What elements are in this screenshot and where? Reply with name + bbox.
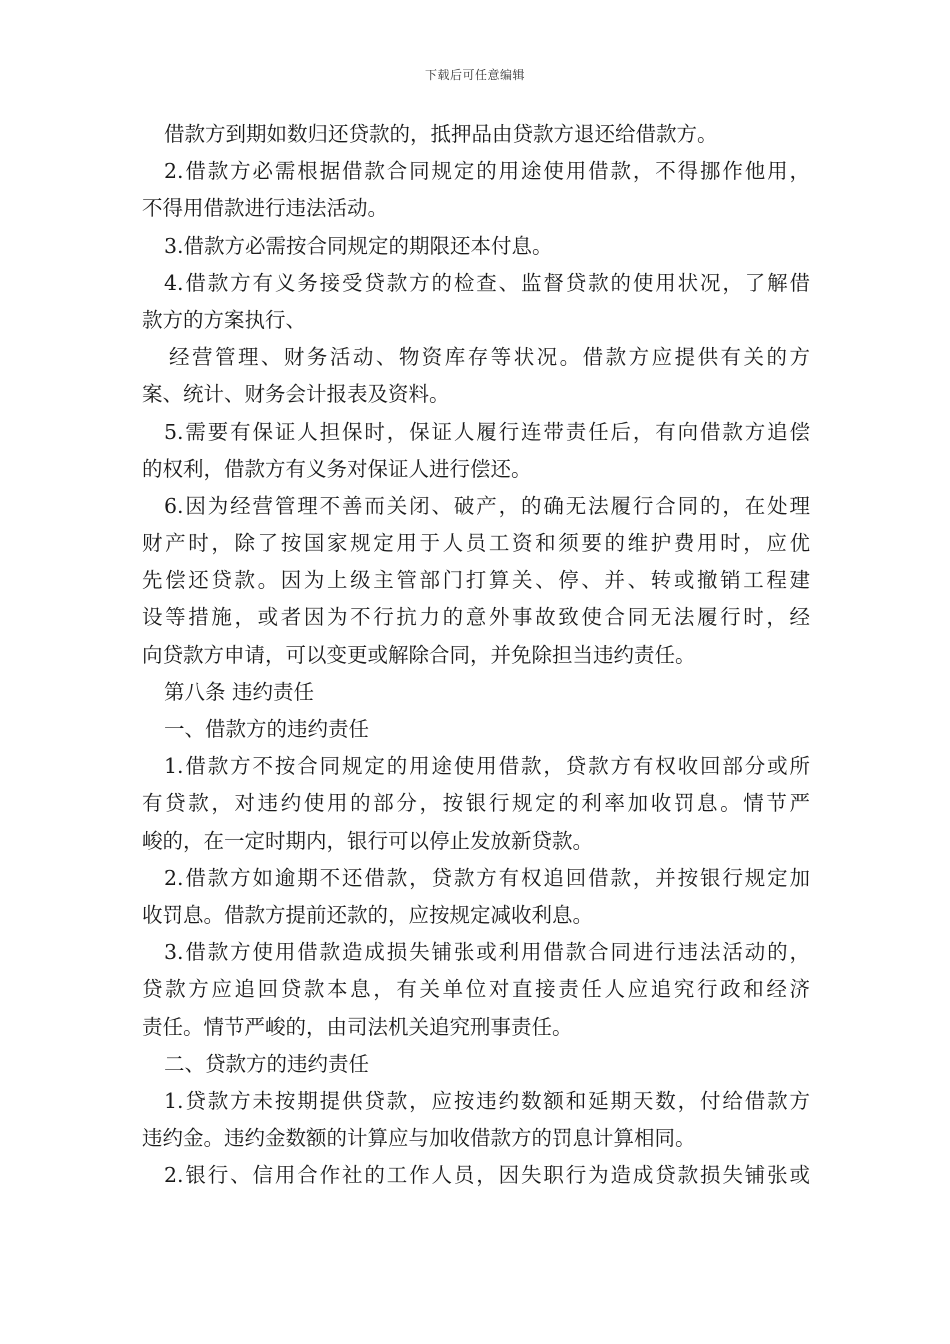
text-line: 款方的方案执行、 <box>142 307 306 332</box>
text-line: 贷款方应追回贷款本息，有关单位对直接责任人应追究行政和经济 <box>142 977 810 1002</box>
text-line: 2.借款方如逾期不还借款，贷款方有权追回借款，并按银行规定加 <box>164 865 810 890</box>
text-line: 3.借款方使用借款造成损失铺张或利用借款合同进行违法活动的， <box>164 940 810 965</box>
page-header: 下载后可任意编辑 <box>424 68 525 82</box>
text-line: 的权利，借款方有义务对保证人进行偿还。 <box>142 456 532 481</box>
text-line: 二、贷款方的违约责任 <box>164 1051 369 1076</box>
text-line: 1.借款方不按合同规定的用途使用借款，贷款方有权收回部分或所 <box>164 754 810 779</box>
text-line: 有贷款，对违约使用的部分，按银行规定的利率加收罚息。情节严 <box>142 791 810 816</box>
text-line: 6.因为经营管理不善而关闭、破产，的确无法履行合同的，在处理 <box>164 493 810 518</box>
text-line: 财产时，除了按国家规定用于人员工资和须要的维护费用时，应优 <box>142 531 810 556</box>
text-line: 5.需要有保证人担保时，保证人履行连带责任后，有向借款方追偿 <box>164 419 810 444</box>
text-line: 第八条 违约责任 <box>164 679 315 704</box>
text-line: 1.贷款方未按期提供贷款，应按违约数额和延期天数，付给借款方 <box>164 1088 810 1113</box>
text-line: 不得用借款进行违法活动。 <box>142 196 388 221</box>
text-line: 向贷款方申请，可以变更或解除合同，并免除担当违约责任。 <box>142 642 696 667</box>
text-line: 违约金。违约金数额的计算应与加收借款方的罚息计算相同。 <box>142 1126 696 1151</box>
text-line: 一、借款方的违约责任 <box>164 717 369 741</box>
text-line: 借款方到期如数归还贷款的，抵押品由贷款方退还给借款方。 <box>164 122 718 146</box>
text-line: 4.借款方有义务接受贷款方的检查、监督贷款的使用状况，了解借 <box>164 270 810 295</box>
text-line: 峻的，在一定时期内，银行可以停止发放新贷款。 <box>142 828 593 853</box>
text-line: 责任。情节严峻的，由司法机关追究刑事责任。 <box>142 1014 573 1039</box>
text-line: 设等措施，或者因为不行抗力的意外事故致使合同无法履行时，经 <box>142 605 810 630</box>
document-body <box>142 116 810 1194</box>
text-line: 案、统计、财务会计报表及资料。 <box>142 382 450 407</box>
text-line: 收罚息。借款方提前还款的，应按规定减收利息。 <box>142 902 593 927</box>
text-line: 3.借款方必需按合同规定的期限还本付息。 <box>164 233 553 258</box>
text-line: 2.借款方必需根据借款合同规定的用途使用借款，不得挪作他用， <box>164 159 810 184</box>
text-line: 2.银行、信用合作社的工作人员，因失职行为造成贷款损失铺张或 <box>164 1163 810 1188</box>
text-line: 先偿还贷款。因为上级主管部门打算关、停、并、转或撤销工程建 <box>142 568 810 593</box>
text-line: 经营管理、财务活动、物资库存等状况。借款方应提供有关的方 <box>169 345 810 370</box>
